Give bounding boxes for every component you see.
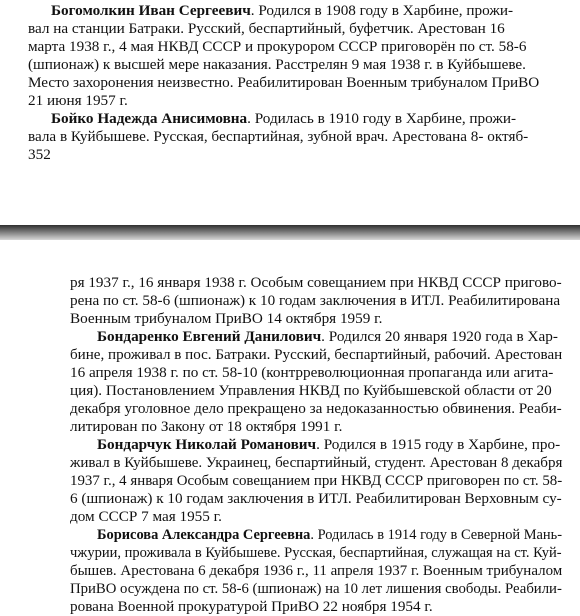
entry-line: Военным трибуналом ПриВО 14 октября 1959 г. — [70, 310, 383, 327]
entry-line: Место захоронения неизвестно. Реабилитирован Военным трибуналом ПриВО — [28, 74, 540, 91]
entry-line: рована Военной прокуратурой ПриВО 22 ноября 1954 г. — [70, 598, 433, 615]
entry-line: Бондаренко Евгений Данилович. Родился 20 января 1920 года в Хар- — [97, 328, 558, 345]
entry-line: Борисова Александра Сергеевна. Родилась в 1914 году в Северной Мань- — [97, 526, 563, 543]
entry-line: дом СССР 7 мая 1955 г. — [70, 508, 222, 525]
entry-line: марта 1938 г., 4 мая НКВД СССР и прокурором СССР приговорён по ст. 58-6 — [28, 38, 527, 55]
entry-line: живал в Куйбышеве. Украинец, беспартийный, студент. Арестован 8 декабря — [70, 454, 563, 471]
page-top — [0, 0, 580, 205]
entry-line: ПриВО осуждена по ст. 58-6 (шпионаж) на 10 лет лишения свободы. Реабили- — [70, 580, 562, 597]
entry-line: 21 июня 1957 г. — [28, 92, 128, 109]
person-name: Бондаренко Евгений Данилович — [97, 328, 322, 345]
entry-line: декабря уголовное дело прекращено за недоказанностью обвинения. Реаби- — [70, 400, 562, 417]
page-number: 352 — [28, 146, 51, 163]
entry-line: 16 апреля 1938 г. по ст. 58-10 (контрреволюционная пропаганда или агита- — [70, 364, 554, 381]
entry-line: (шпионаж) к высшей мере наказания. Расстрелян 9 мая 1938 г. в Куйбышеве. — [28, 56, 526, 73]
entry-line: литирован по Закону от 18 октября 1991 г. — [70, 418, 343, 435]
entry-line: 1937 г., 4 января Особым совещанием при НКВД СССР приговорен по ст. 58- — [70, 472, 563, 489]
entry-line: чжурии, проживала в Куйбышеве. Русская, беспартийная, служащая на ст. Куй- — [70, 544, 562, 561]
person-name: Борисова Александра Сергеевна — [97, 526, 311, 543]
page-gap — [0, 205, 580, 240]
entry-line: Бондарчук Николай Романович. Родился в 1915 году в Харбине, про- — [97, 436, 561, 453]
entry-line: Бойко Надежда Анисимовна. Родилась в 1910 году в Харбине, прожи- — [51, 110, 517, 127]
entry-line: ря 1937 г., 16 января 1938 г. Особым совещанием при НКВД СССР пригово- — [70, 274, 562, 291]
entry-line: Богомолкин Иван Сергеевич. Родился в 1908 году в Харбине, прожи- — [51, 2, 514, 19]
page-bottom — [0, 240, 580, 615]
entry-line: вала в Куйбышеве. Русская, беспартийная, зубной врач. Арестована 8- октяб- — [28, 128, 529, 145]
entry-line: ция). Постановлением Управления НКВД по Куйбышевской области от 20 — [70, 382, 552, 399]
entry-line: вал на станции Батраки. Русский, беспартийный, буфетчик. Арестован 16 — [28, 20, 505, 37]
entry-line: 6 (шпионаж) к 10 годам заключения в ИТЛ. Реабилитирован Верховным су- — [70, 490, 562, 507]
entry-line: рена по ст. 58-6 (шпионаж) к 10 годам заключения в ИТЛ. Реабилитирована — [70, 292, 561, 309]
page-edge-shadow — [0, 225, 580, 240]
entry-line: бине, проживал в пос. Батраки. Русский, беспартийный, рабочий. Арестован — [70, 346, 563, 363]
entry-line: бышев. Арестована 6 декабря 1936 г., 11 апреля 1937 г. Военным трибуналом — [70, 562, 563, 579]
person-name: Бондарчук Николай Романович — [97, 436, 317, 453]
person-name: Бойко Надежда Анисимовна — [51, 110, 248, 127]
person-name: Богомолкин Иван Сергеевич — [51, 2, 251, 19]
